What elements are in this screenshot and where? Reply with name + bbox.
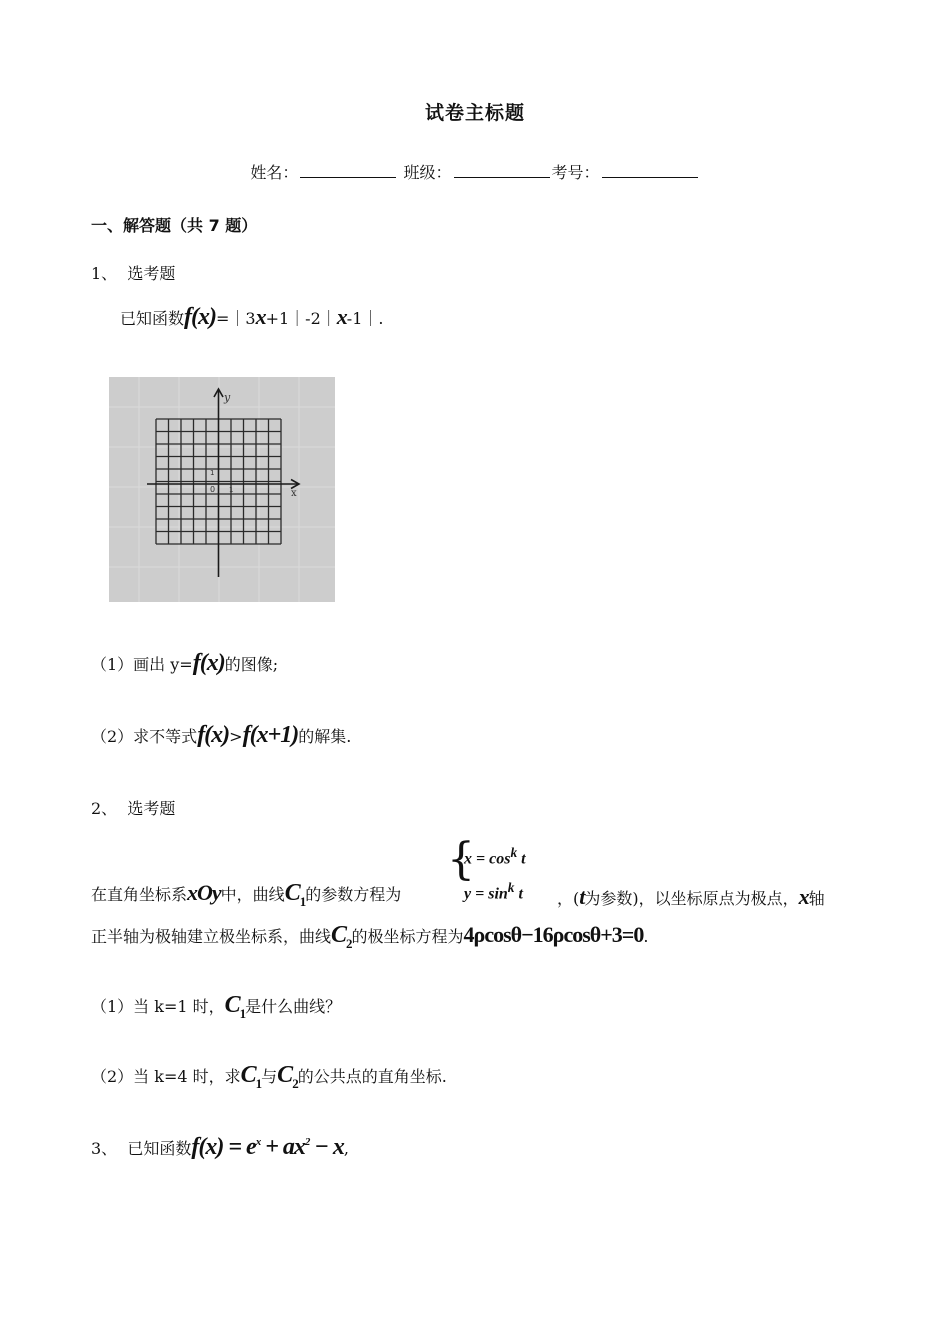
q3-stem-prefix: 已知函数 xyxy=(127,1139,192,1158)
q2-sub1-c1: $C_1$ xyxy=(224,992,246,1021)
q2-eq-y-exp: k xyxy=(507,880,515,895)
q1-sub1-func: f(x) xyxy=(192,650,225,676)
class-blank[interactable] xyxy=(454,163,550,178)
q2-eq-x-exp: k xyxy=(510,845,518,860)
graph-unit-x: 1 xyxy=(229,486,234,494)
q2-type: 选考题 xyxy=(127,799,176,818)
name-label: 姓名： xyxy=(250,163,299,182)
graph-y-label: y xyxy=(224,391,231,404)
q1-stem-prefix: 已知函数 xyxy=(120,309,185,328)
q1-sub2-func-b: f(x+1) xyxy=(242,722,299,748)
q2-line1-e: 为参数)，以坐标原点为极点， xyxy=(584,889,799,908)
q2-line1-c: 的参数方程为 xyxy=(305,885,402,904)
q1-func-fx: f(x) xyxy=(184,304,216,330)
q1-sub1 xyxy=(91,650,278,677)
q1-sub1-suffix: 的图像; xyxy=(224,655,279,674)
q1-sub2-suffix: 的解集. xyxy=(298,727,352,746)
q2-curve-c2: $C_2$ xyxy=(331,922,352,951)
q2-line1-b: 中，曲线 xyxy=(220,885,285,904)
q2-sub1 xyxy=(91,992,341,1022)
q1-number: 1、 xyxy=(91,264,118,283)
q2-header xyxy=(91,796,175,819)
page-title: 试卷主标题 xyxy=(424,102,525,124)
q2-axis-x: x xyxy=(798,884,809,909)
q2-eq-y-body: y = sin xyxy=(464,885,508,903)
q1-type: 选考题 xyxy=(127,264,176,283)
q3-end: , xyxy=(343,1139,350,1158)
q2-sub1-suffix: 是什么曲线？ xyxy=(245,997,342,1016)
q1-sub2-func-a: f(x) xyxy=(197,722,230,748)
name-blank[interactable] xyxy=(300,163,396,178)
q2-polar-equation: 4ρcosθ−16ρcosθ+3=0 xyxy=(463,922,644,947)
q1-sub2 xyxy=(91,722,351,749)
q3-number: 3、 xyxy=(91,1139,118,1158)
q2-stem-line1-left xyxy=(91,880,401,910)
q2-sub1-prefix: （1）当 k=1 时， xyxy=(91,997,225,1016)
q1-var-x1: x xyxy=(255,304,266,329)
id-label: 考号： xyxy=(551,163,600,182)
q2-line2-a: 正半轴为极轴建立极坐标系，曲线 xyxy=(91,927,332,946)
q2-system-xoy: xOy xyxy=(187,880,221,905)
q1-sub2-gt: > xyxy=(229,727,243,746)
q1-sub2-prefix: （2）求不等式 xyxy=(91,727,198,746)
q2-eq-x-body: x = cos xyxy=(464,850,511,868)
graph-x-label: x xyxy=(291,488,297,499)
q2-eq-y-var: t xyxy=(518,885,523,903)
q1-stem-part1: =｜3 xyxy=(216,309,256,328)
q2-stem-line1-right xyxy=(557,884,825,910)
q2-sub2-mid: 与 xyxy=(261,1067,278,1086)
graph-unit-y: 1 xyxy=(210,469,215,477)
q2-param-t: t xyxy=(579,884,585,909)
q2-line1-d: ，( xyxy=(557,889,580,908)
q1-header xyxy=(91,261,175,284)
q1-stem-part3: -1｜. xyxy=(346,309,384,328)
q2-sub2-c1: $C_1$ xyxy=(240,1062,262,1091)
q2-sub2-c2: $C_2$ xyxy=(277,1062,298,1091)
q2-eq-x-var: t xyxy=(521,850,526,868)
q2-stem-line2 xyxy=(91,922,648,952)
section-heading: 一、解答题（共 7 题） xyxy=(91,216,258,235)
q1-stem xyxy=(120,304,383,331)
q2-system-brace: { xyxy=(447,834,475,885)
id-blank[interactable] xyxy=(602,163,698,178)
q2-curve-c1: $C_1$ xyxy=(284,880,306,909)
q2-sub2-prefix: （2）当 k=4 时，求 xyxy=(91,1067,241,1086)
grid-paper-image xyxy=(109,377,335,602)
q2-eq-x xyxy=(464,845,526,868)
q2-eq-y xyxy=(464,880,523,903)
q3-stem xyxy=(91,1134,349,1161)
graph-origin-label: 0 xyxy=(210,485,216,494)
q1-stem-part2: +1｜-2｜ xyxy=(265,309,337,328)
student-info-line xyxy=(0,160,950,183)
q2-line2-end: . xyxy=(643,927,649,946)
q3-function: $f(x) = e^x + ax^2 - x$ xyxy=(191,1134,344,1160)
coordinate-grid xyxy=(109,377,335,602)
q2-sub2-suffix: 的公共点的直角坐标. xyxy=(297,1067,447,1086)
q2-number: 2、 xyxy=(91,799,118,818)
q2-line2-b: 的极坐标方程为 xyxy=(351,927,464,946)
class-label: 班级： xyxy=(403,163,452,182)
q2-line1-f: 轴 xyxy=(808,889,825,908)
q2-line1-a: 在直角坐标系 xyxy=(91,885,188,904)
q2-sub2 xyxy=(91,1062,447,1092)
q1-sub1-prefix: （1）画出 y= xyxy=(91,655,193,674)
q1-var-x2: x xyxy=(336,304,347,329)
